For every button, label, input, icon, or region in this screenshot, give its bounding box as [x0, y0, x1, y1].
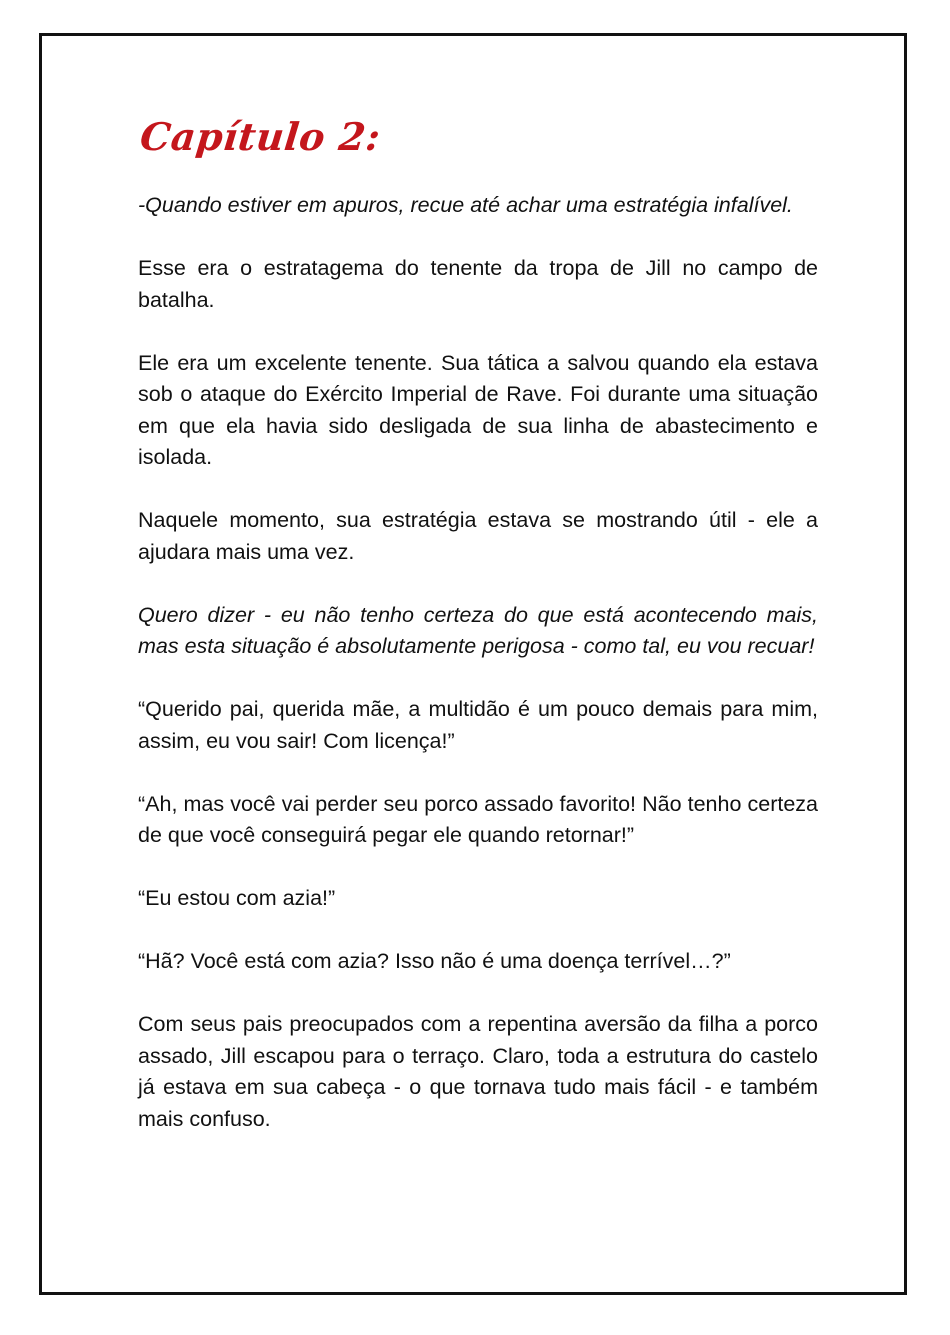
paragraph: “Hã? Você está com azia? Isso não é uma doença terrível…?”: [138, 949, 731, 973]
paragraph: “Ah, mas você vai perder seu porco assado favorito! Não tenho certeza de que você conseguirá pegar ele quando retornar!”: [138, 791, 818, 847]
paragraph: Esse era o estratagema do tenente da tropa de Jill no campo de batalha.: [138, 256, 818, 312]
paragraph: Com seus pais preocupados com a repentina aversão da filha a porco assado, Jill escapou para o terraço. Claro, toda a estrutura do castelo já estava em sua cabeça - o que tornava tudo mais fácil - e também mais confuso.: [138, 1012, 818, 1131]
page-content: [138, 114, 818, 1167]
chapter-title: Capítulo 2:: [138, 114, 383, 159]
paragraph: -Quando estiver em apuros, recue até achar uma estratégia infalível.: [138, 193, 793, 217]
paragraph: “Eu estou com azia!”: [138, 886, 336, 910]
paragraph: Naquele momento, sua estratégia estava se mostrando útil - ele a ajudara mais uma vez.: [138, 508, 818, 564]
paragraph: Quero dizer - eu não tenho certeza do que está acontecendo mais, mas esta situação é absolutamente perigosa - como tal, eu vou recuar!: [138, 602, 818, 658]
paragraph: “Querido pai, querida mãe, a multidão é um pouco demais para mim, assim, eu vou sair! Com licença!”: [138, 697, 818, 753]
paragraph: Ele era um excelente tenente. Sua tática a salvou quando ela estava sob o ataque do Exército Imperial de Rave. Foi durante uma situação em que ela havia sido desligada de sua linha de abastecimento e isolada.: [138, 350, 818, 469]
page-frame: [39, 33, 907, 1295]
